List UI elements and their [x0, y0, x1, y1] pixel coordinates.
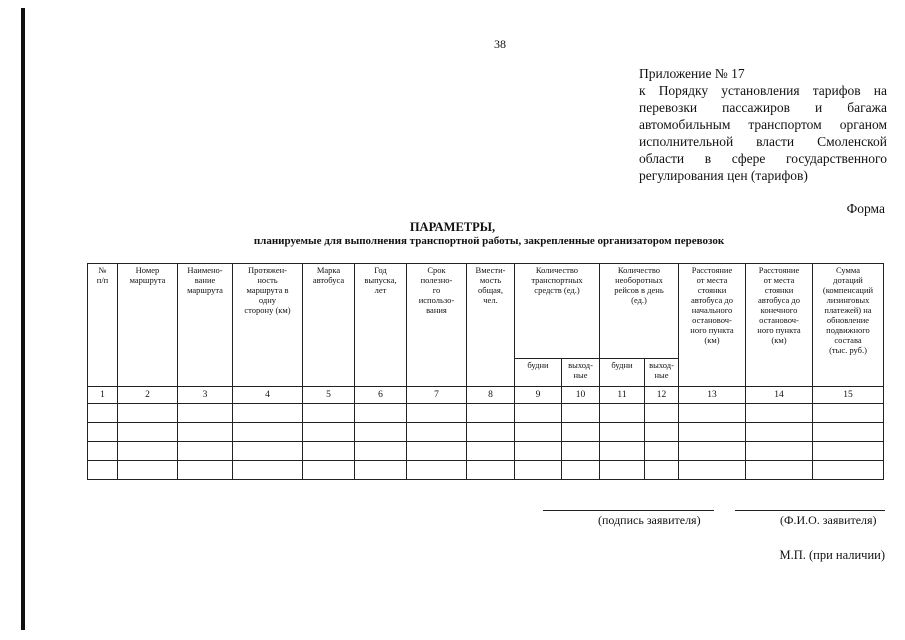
- table-cell: [813, 442, 884, 461]
- table-cell: [355, 404, 407, 423]
- table-cell: [746, 423, 813, 442]
- header-cell: Количество транспортных средств (ед.): [515, 264, 600, 359]
- table-cell: [645, 423, 679, 442]
- table-cell: [515, 404, 562, 423]
- appendix-line-2: к Порядку установления тарифов на: [639, 83, 887, 98]
- appendix-line-1: Приложение № 17: [639, 66, 745, 81]
- table-cell: [303, 442, 355, 461]
- table-cell: [467, 404, 515, 423]
- column-number: 15: [813, 387, 884, 404]
- table-cell: [88, 423, 118, 442]
- header-cell: Вмести- мость общая, чел.: [467, 264, 515, 387]
- table-cell: [746, 404, 813, 423]
- table-cell: [88, 442, 118, 461]
- table-cell: [88, 461, 118, 480]
- parameters-table: [87, 263, 884, 480]
- table-cell: [515, 461, 562, 480]
- table-cell: [233, 461, 303, 480]
- table-cell: [645, 404, 679, 423]
- table-cell: [355, 461, 407, 480]
- table-cell: [303, 404, 355, 423]
- table-cell: [407, 442, 467, 461]
- document-title: ПАРАМЕТРЫ,: [409, 220, 496, 234]
- table-cell: [118, 404, 178, 423]
- header-cell: Протяжен- ность маршрута в одну сторону (км): [233, 264, 303, 387]
- column-number: 12: [645, 387, 679, 404]
- column-number: 5: [303, 387, 355, 404]
- column-number: 10: [562, 387, 600, 404]
- column-number: 8: [467, 387, 515, 404]
- table-cell: [600, 461, 645, 480]
- header-cell: Сумма дотаций (компенсаций лизинговых платежей) на обновление подвижного состава (тыс. руб.): [813, 264, 884, 387]
- header-cell: Количество необоротных рейсов в день (ед.): [600, 264, 679, 359]
- appendix-line-5: исполнительной власти Смоленской: [639, 134, 887, 149]
- document-subtitle: планируемые для выполнения транспортной работы, закрепленные организатором перевозок: [253, 235, 725, 247]
- subheader-cell: будни: [515, 359, 562, 387]
- table-cell: [645, 442, 679, 461]
- header-cell: № п/п: [88, 264, 118, 387]
- column-number: 13: [679, 387, 746, 404]
- header-cell: Марка автобуса: [303, 264, 355, 387]
- appendix-line-6: области в сфере государственного: [639, 151, 887, 166]
- table-cell: [679, 442, 746, 461]
- table-cell: [233, 442, 303, 461]
- table-cell: [118, 423, 178, 442]
- table-cell: [178, 423, 233, 442]
- column-number-row: [88, 387, 884, 404]
- subheader-cell: выход- ные: [645, 359, 679, 387]
- table-cell: [746, 442, 813, 461]
- table-cell: [407, 461, 467, 480]
- table-cell: [355, 423, 407, 442]
- table-cell: [467, 442, 515, 461]
- signature-caption: (подпись заявителя): [598, 513, 701, 527]
- column-number: 9: [515, 387, 562, 404]
- column-number: 3: [178, 387, 233, 404]
- table-cell: [118, 461, 178, 480]
- header-cell: Наимено- вание маршрута: [178, 264, 233, 387]
- column-number: 7: [407, 387, 467, 404]
- table-cell: [562, 423, 600, 442]
- table-header-row: [88, 264, 884, 359]
- subheader-cell: будни: [600, 359, 645, 387]
- appendix-block: [639, 65, 887, 184]
- name-line: [735, 510, 885, 511]
- header-cell: Срок полезно- го использо- вания: [407, 264, 467, 387]
- table-cell: [407, 404, 467, 423]
- table-cell: [303, 423, 355, 442]
- table-cell: [562, 442, 600, 461]
- table-cell: [813, 461, 884, 480]
- column-number: 11: [600, 387, 645, 404]
- header-cell: Расстояние от места стоянки автобуса до конечного остановоч- ного пункта (км): [746, 264, 813, 387]
- column-number: 2: [118, 387, 178, 404]
- subheader-cell: выход- ные: [562, 359, 600, 387]
- table-row: [88, 461, 884, 480]
- table-cell: [407, 423, 467, 442]
- appendix-line-3: перевозки пассажиров и багажа: [639, 100, 887, 115]
- table-row: [88, 404, 884, 423]
- signature-line: [543, 510, 714, 511]
- table-cell: [233, 404, 303, 423]
- page-edge-bar: [21, 8, 25, 630]
- table-cell: [178, 404, 233, 423]
- header-cell: Расстояние от места стоянки автобуса до начального остановоч- ного пункта (км): [679, 264, 746, 387]
- column-number: 14: [746, 387, 813, 404]
- table-cell: [679, 423, 746, 442]
- header-cell: Год выпуска, лет: [355, 264, 407, 387]
- header-cell: Номер маршрута: [118, 264, 178, 387]
- table-cell: [515, 423, 562, 442]
- table-cell: [118, 442, 178, 461]
- page-number: 38: [494, 37, 506, 51]
- column-number: 4: [233, 387, 303, 404]
- table-cell: [233, 423, 303, 442]
- table-cell: [679, 404, 746, 423]
- table-cell: [562, 404, 600, 423]
- table-cell: [562, 461, 600, 480]
- appendix-line-7: регулирования цен (тарифов): [639, 168, 808, 183]
- table-row: [88, 442, 884, 461]
- name-caption: (Ф.И.О. заявителя): [780, 513, 877, 527]
- table-cell: [645, 461, 679, 480]
- table-cell: [746, 461, 813, 480]
- table-cell: [515, 442, 562, 461]
- table-cell: [679, 461, 746, 480]
- table-cell: [303, 461, 355, 480]
- table-cell: [355, 442, 407, 461]
- table-cell: [813, 404, 884, 423]
- table-cell: [600, 404, 645, 423]
- seal-note: М.П. (при наличии): [779, 548, 885, 562]
- column-number: 6: [355, 387, 407, 404]
- appendix-line-4: автомобильным транспортом органом: [639, 117, 887, 132]
- table-cell: [467, 423, 515, 442]
- table-row: [88, 423, 884, 442]
- table-cell: [600, 442, 645, 461]
- table-cell: [813, 423, 884, 442]
- table-cell: [600, 423, 645, 442]
- form-label: Форма: [846, 201, 885, 216]
- table-cell: [178, 442, 233, 461]
- table-cell: [88, 404, 118, 423]
- column-number: 1: [88, 387, 118, 404]
- table-cell: [467, 461, 515, 480]
- table-cell: [178, 461, 233, 480]
